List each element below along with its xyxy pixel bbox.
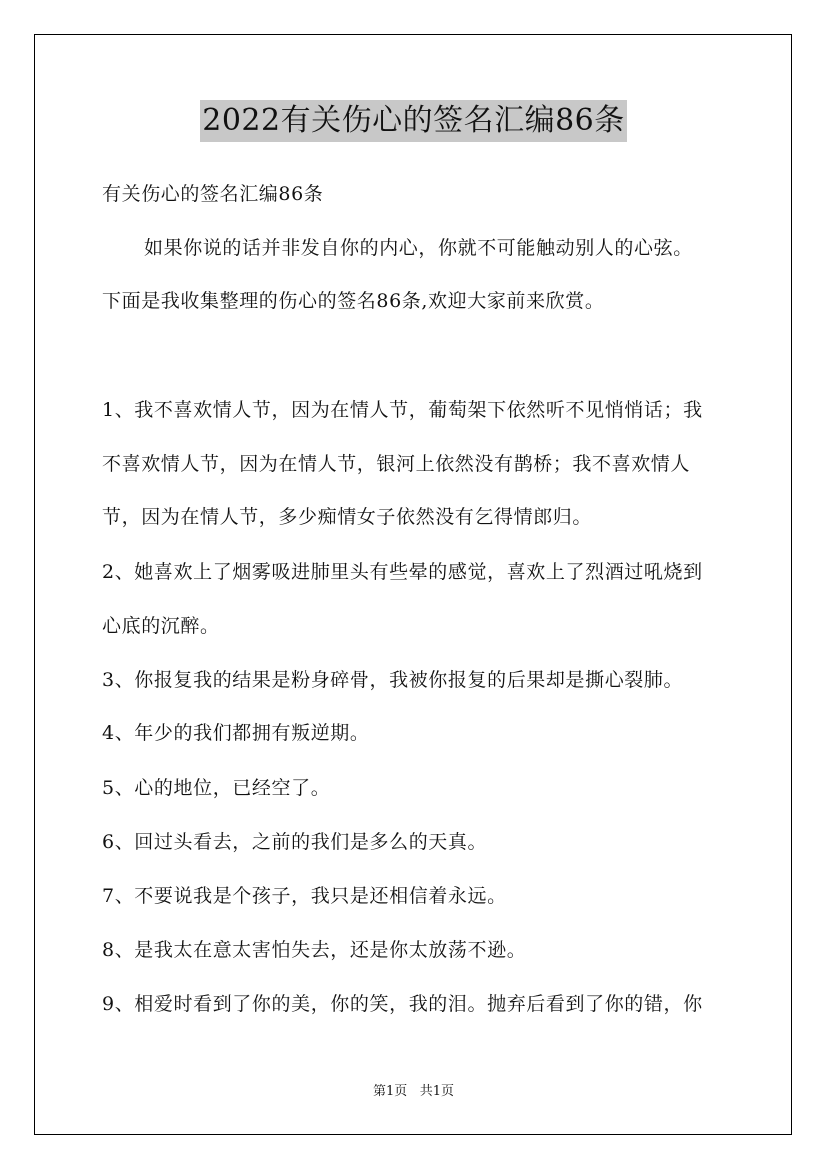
intro-line-2: 下面是我收集整理的伤心的签名86条,欢迎大家前来欣赏。 (102, 290, 605, 312)
item-line: 9、相爱时看到了你的美，你的笑，我的泪。抛弃后看到了你的错，你 (102, 993, 703, 1015)
subtitle: 有关伤心的签名汇编86条 (102, 183, 324, 205)
item-line: 2、她喜欢上了烟雾吸进肺里头有些晕的感觉，喜欢上了烈酒过吼烧到 (102, 561, 703, 583)
intro-line-1: 如果你说的话并非发自你的内心，你就不可能触动别人的心弦。 (144, 237, 693, 259)
document-title: 2022有关伤心的签名汇编86条 (200, 100, 627, 142)
item-line: 8、是我太在意太害怕失去，还是你太放荡不逊。 (102, 939, 527, 961)
item-line: 节，因为在情人节，多少痴情女子依然没有乞得情郎归。 (102, 506, 593, 528)
page-number: 第1页 (373, 1084, 408, 1099)
item-line: 6、回过头看去，之前的我们是多么的天真。 (102, 831, 488, 853)
page-total: 共1页 (419, 1084, 454, 1099)
item-line: 7、不要说我是个孩子，我只是还相信着永远。 (102, 885, 507, 907)
item-line: 5、心的地位，已经空了。 (102, 777, 331, 799)
item-line: 4、年少的我们都拥有叛逆期。 (102, 722, 370, 744)
title-block (0, 100, 827, 142)
page-footer (0, 1083, 827, 1101)
item-line: 1、我不喜欢情人节，因为在情人节，葡萄架下依然听不见悄悄话；我 (102, 399, 703, 421)
item-line: 心底的沉醉。 (102, 615, 220, 637)
item-line: 不喜欢情人节，因为在情人节，银河上依然没有鹊桥；我不喜欢情人 (102, 453, 691, 475)
item-line: 3、你报复我的结果是粉身碎骨，我被你报复的后果却是撕心裂肺。 (102, 669, 684, 691)
